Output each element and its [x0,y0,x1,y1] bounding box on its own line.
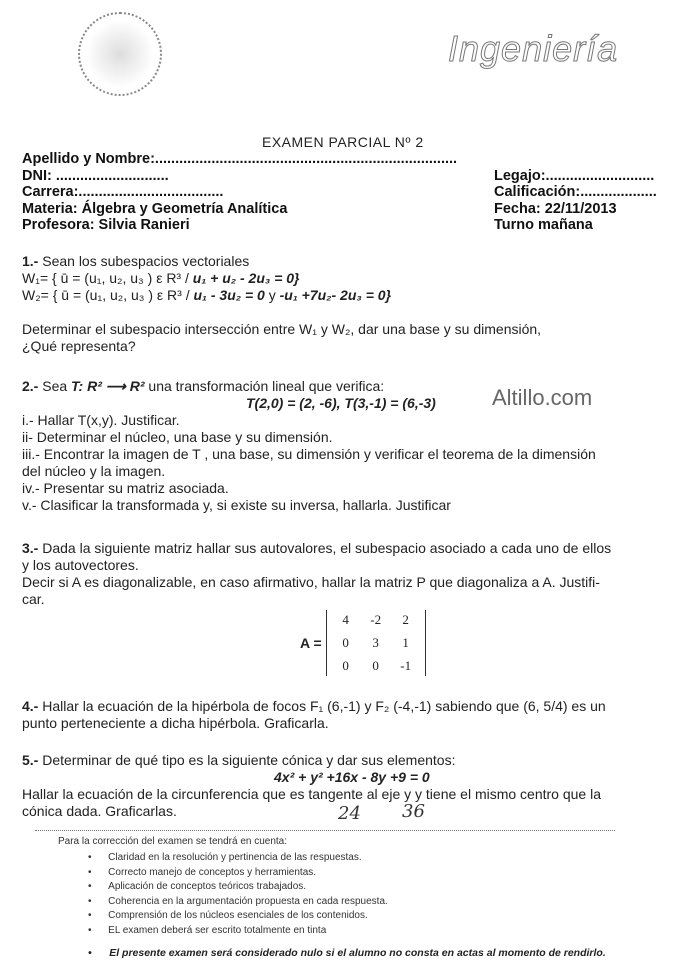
handwritten-note-1: 24 [338,803,361,824]
dni-field: DNI: ............................ [22,168,169,184]
question-5: 5.- Determinar de qué tipo es la siguiente cónica y dar sus elementos: 4x² + y² +16x - 8y +9 = 0 Hallar la ecuación de la circunferencia que es tangente al eje y y tiene el mismo centro que la cónica dada. Graficarlas. [22,752,601,819]
turno-field: Turno mañana [494,217,593,233]
carrera-field: Carrera:.................................... [22,184,224,200]
legajo-field: Legajo:........................... [494,168,655,184]
apellido-field: Apellido y Nombre:........................................................................... [22,151,458,167]
question-3: 3.- Dada la siguiente matriz hallar sus autovalores, el subespacio asociado a cada uno de ellos y los autovectores. Decir si A es diagonalizable, en caso afirmativo, hallar la matriz P que diagonaliza a A. Justifi- car. [22,540,612,607]
calificacion-field: Calificación:................... [494,184,657,200]
footer-intro: Para la corrección del examen se tendrá en cuenta: [58,836,288,847]
divider [35,830,615,831]
profesora-field: Profesora: Silvia Ranieri [22,217,190,233]
question-1: 1.- Sean los subespacios vectoriales W₁= { ū = (u₁, u₂, u₃ ) ε R³ / u₁ + u₂ - 2u₃ = 0} W₂= { ū = (u₁, u₂, u₃ ) ε R³ / u₁ - 3u₂ = 0 y -u₁ +7u₂- 2u₃ = 0} Determinar el subespacio intersección entre W₁ y W₂, dar una base y su dimensión, ¿Qué representa? [22,253,542,354]
handwritten-note-2: 36 [402,801,425,822]
fecha-field: Fecha: 22/11/2013 [494,201,617,217]
criteria-list: • Claridad en la resolución y pertinencia de las respuestas. • Correcto manejo de conceptos y herramientas. • Aplicación de conceptos teóricos trabajados. • Coherencia en la argumentación propuesta en cada respuesta. • Comprensión de los núcleos esenciales de los contenidos. • EL examen deberá ser escrito totalmente en tinta [88,852,388,936]
watermark: Altillo.com [492,385,593,410]
nullity-note: • El presente examen será considerado nulo si el alumno no consta en actas al momento de rendirlo. [88,947,606,959]
matrix-a: A = 4 -2 2 0 3 1 0 0 -1 [300,610,426,676]
university-logo [78,12,162,96]
exam-title: EXAMEN PARCIAL Nº 2 [262,134,424,150]
question-2: 2.- Sea T: R² ⟶ R² una transformación lineal que verifica: T(2,0) = (2, -6), T(3,-1) = (6,-3) i.- Hallar T(x,y). Justificar. ii- Determinar el núcleo, una base y su dimensión. iii.- Encontrar la imagen de T , una base, su dimensión y verificar el teorema de la dimensión del núcleo y la imagen. iv.- Presentar su matriz asociada. v.- Clasificar la transformada y, si existe su inversa, hallarla. Justificar [22,378,596,513]
brand-ingenieria: Ingeniería [448,28,619,69]
question-4: 4.- Hallar la ecuación de la hipérbola de focos F₁ (6,-1) y F₂ (-4,-1) sabiendo que (6, 5/4) es un punto perteneciente a dicha hipérbola. Graficarla. [22,698,606,731]
materia-field: Materia: Álgebra y Geometría Analítica [22,201,288,217]
